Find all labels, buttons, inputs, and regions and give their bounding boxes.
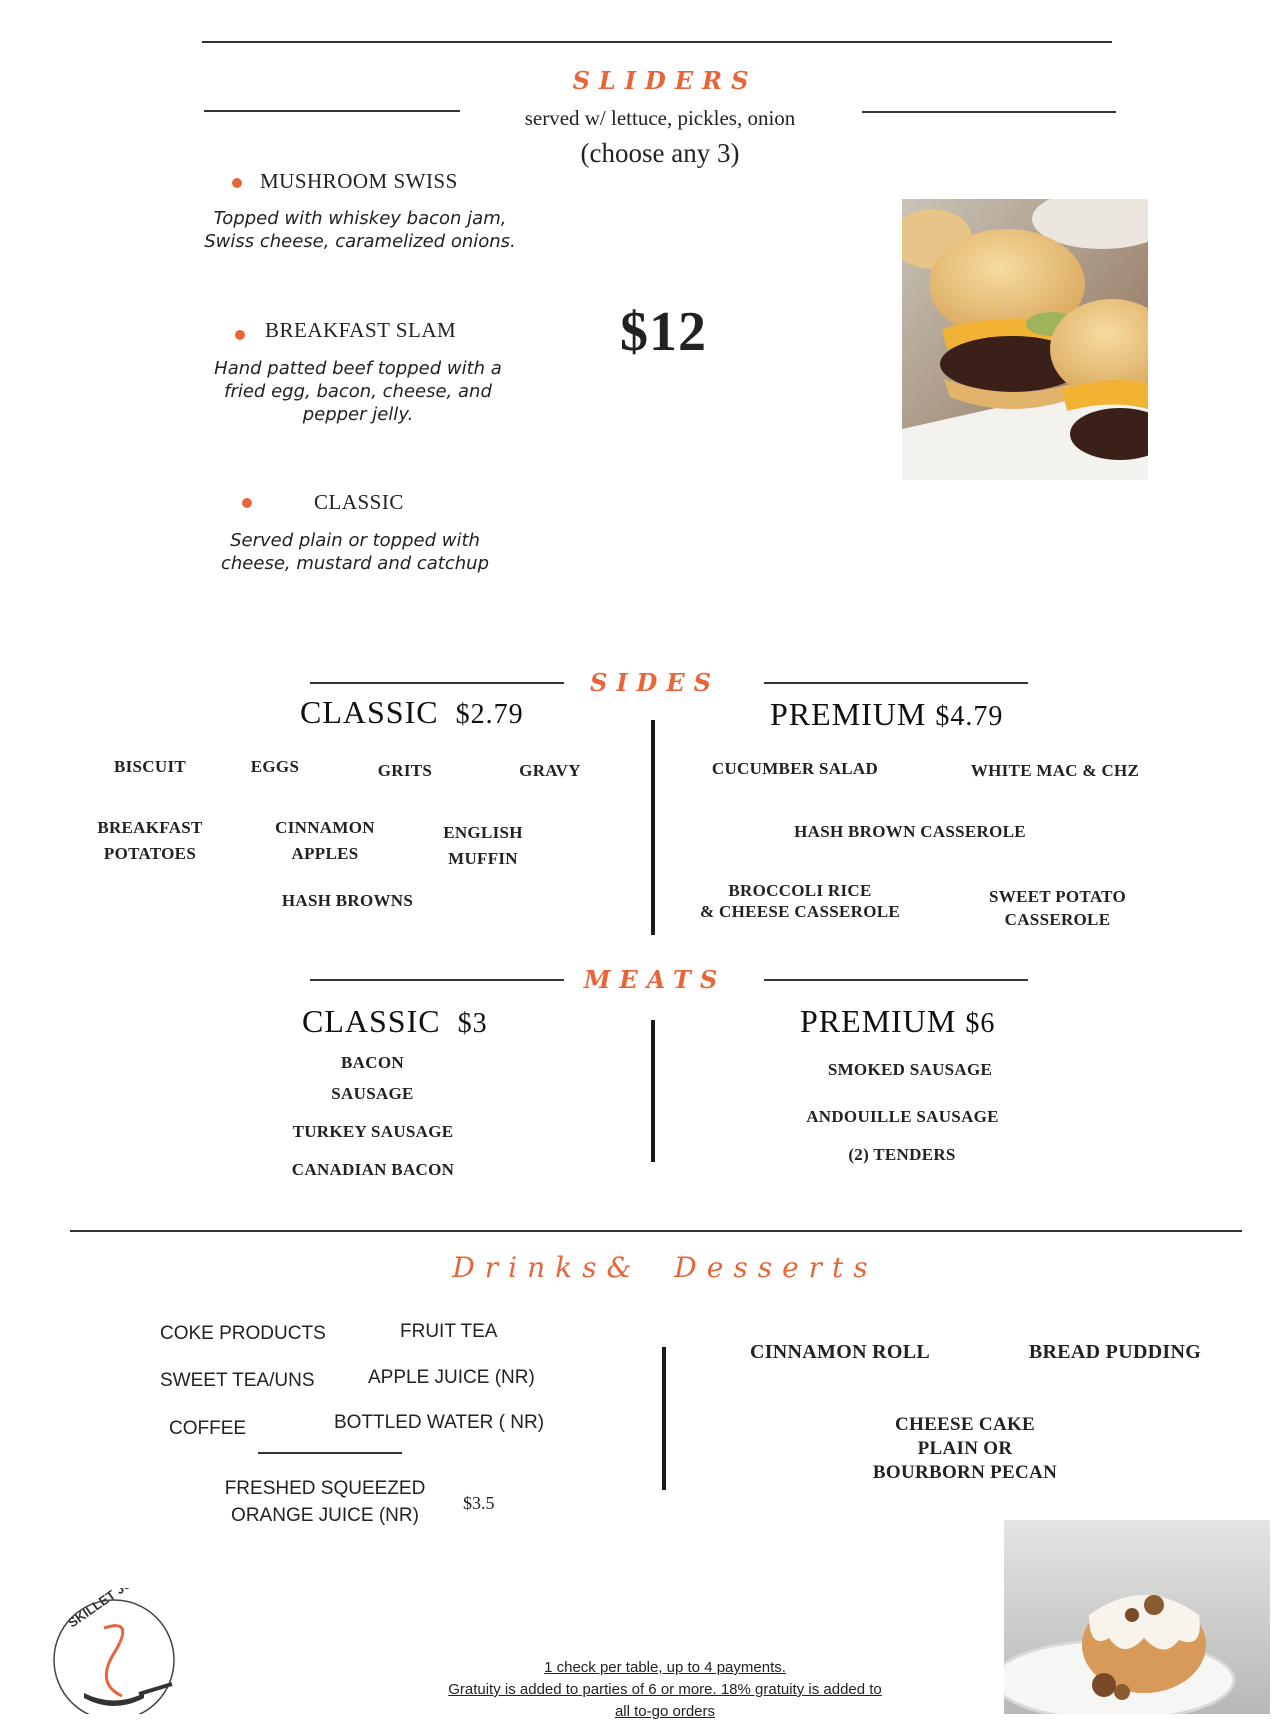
side-item: HASH BROWN CASSEROLE xyxy=(794,822,1026,841)
meats-divider xyxy=(651,1020,655,1162)
footer-line3: all to-go orders xyxy=(614,1703,716,1720)
slider-desc-mushroom-swiss: Topped with whiskey bacon jam, Swiss cheese, caramelized onions. xyxy=(204,208,516,252)
meat-item: ANDOUILLE SAUSAGE xyxy=(806,1107,999,1126)
bullet-dot xyxy=(232,178,242,188)
side-item: HASH BROWNS xyxy=(281,891,414,910)
sliders-price: $12 xyxy=(620,301,707,363)
meat-item: SAUSAGE xyxy=(331,1084,414,1103)
sides-rule-left xyxy=(310,682,564,684)
slider-desc-classic: Served plain or topped with cheese, mustard and catchup xyxy=(220,530,489,574)
meats-rule-right xyxy=(764,979,1028,981)
sliders-subtitle: served w/ lettuce, pickles, onion xyxy=(524,106,796,130)
meats-classic-heading xyxy=(302,1003,488,1040)
drinks-rule xyxy=(70,1230,1242,1232)
meat-item: CANADIAN BACON xyxy=(291,1160,455,1179)
meats-title: MEATS xyxy=(583,965,727,994)
meat-item: SMOKED SAUSAGE xyxy=(827,1060,993,1079)
slider-name-classic: CLASSIC xyxy=(314,490,404,514)
sides-premium-price: $4.79 xyxy=(935,701,1004,732)
bullet-dot xyxy=(235,330,245,340)
drink-item: APPLE JUICE (NR) xyxy=(368,1367,535,1388)
footer-line1: 1 check per table, up to 4 payments. xyxy=(544,1659,786,1676)
sides-classic-price: $2.79 xyxy=(455,699,524,730)
meat-item: BACON xyxy=(341,1053,404,1072)
dessert-item: CINNAMON ROLL xyxy=(749,1341,930,1363)
meat-item: TURKEY SAUSAGE xyxy=(292,1122,454,1141)
side-item: BISCUIT xyxy=(113,757,187,776)
logo-text: SKILLET JUNCTION xyxy=(65,1588,176,1631)
side-item: CINNAMON APPLES xyxy=(275,818,375,863)
meats-premium-price: $6 xyxy=(965,1008,996,1039)
side-item: BREAKFAST POTATOES xyxy=(97,818,203,863)
oj-rule xyxy=(258,1452,402,1454)
sliders-note: (choose any 3) xyxy=(580,138,740,168)
side-item: EGGS xyxy=(250,757,300,776)
meat-item: (2) TENDERS xyxy=(848,1145,956,1164)
skillet-logo xyxy=(44,1588,184,1714)
slider-desc-breakfast-slam: Hand patted beef topped with a fried egg, bacon, cheese, and pepper jelly. xyxy=(214,358,502,425)
sides-premium-label: PREMIUM xyxy=(770,696,927,732)
drinks-divider xyxy=(662,1347,666,1490)
sliders-rule-right xyxy=(862,111,1116,113)
side-item: BROCCOLI RICE & CHEESE CASSEROLE xyxy=(700,881,901,921)
sliders-title: SLIDERS xyxy=(572,66,758,95)
slider-name-breakfast-slam: BREAKFAST SLAM xyxy=(265,318,457,342)
top-rule xyxy=(202,41,1112,43)
sides-title: SIDES xyxy=(590,668,720,697)
dessert-item: CHEESE CAKE PLAIN OR BOURBORN PECAN xyxy=(872,1414,1058,1483)
oj-price: $3.5 xyxy=(463,1493,495,1513)
side-item: WHITE MAC & CHZ xyxy=(970,761,1140,780)
bullet-dot xyxy=(242,498,252,508)
sides-divider xyxy=(651,720,655,935)
sides-premium-heading xyxy=(770,696,1003,733)
cinnamon-roll-photo xyxy=(1004,1520,1270,1714)
drink-item: SWEET TEA/UNS xyxy=(160,1370,315,1391)
drink-item: COKE PRODUCTS xyxy=(160,1323,326,1344)
meats-premium-label: PREMIUM xyxy=(800,1003,957,1039)
side-item: ENGLISH MUFFIN xyxy=(443,823,523,868)
drinks-title: Drinks& Desserts xyxy=(452,1251,878,1284)
oj-item: FRESHED SQUEEZED ORANGE JUICE (NR) xyxy=(224,1478,426,1526)
side-item: SWEET POTATO CASSEROLE xyxy=(989,887,1126,929)
dessert-item: BREAD PUDDING xyxy=(1028,1341,1202,1363)
meats-classic-price: $3 xyxy=(457,1008,488,1039)
drink-item: COFFEE xyxy=(169,1418,247,1439)
footer-line2: Gratuity is added to parties of 6 or more. 18% gratuity is added to xyxy=(448,1681,882,1698)
sides-classic-heading xyxy=(300,694,524,731)
meats-rule-left xyxy=(310,979,564,981)
sliders-rule-left xyxy=(204,110,460,112)
meats-premium-heading xyxy=(800,1003,995,1040)
side-item: GRITS xyxy=(377,761,433,780)
drink-item: FRUIT TEA xyxy=(400,1321,498,1342)
side-item: CUCUMBER SALAD xyxy=(711,759,879,778)
sides-rule-right xyxy=(764,682,1028,684)
sliders-photo xyxy=(902,199,1148,480)
sides-classic-label: CLASSIC xyxy=(300,694,439,730)
slider-name-mushroom-swiss: MUSHROOM SWISS xyxy=(260,169,458,193)
side-item: GRAVY xyxy=(519,761,581,780)
meats-classic-label: CLASSIC xyxy=(302,1003,441,1039)
drink-item: BOTTLED WATER ( NR) xyxy=(334,1412,545,1433)
